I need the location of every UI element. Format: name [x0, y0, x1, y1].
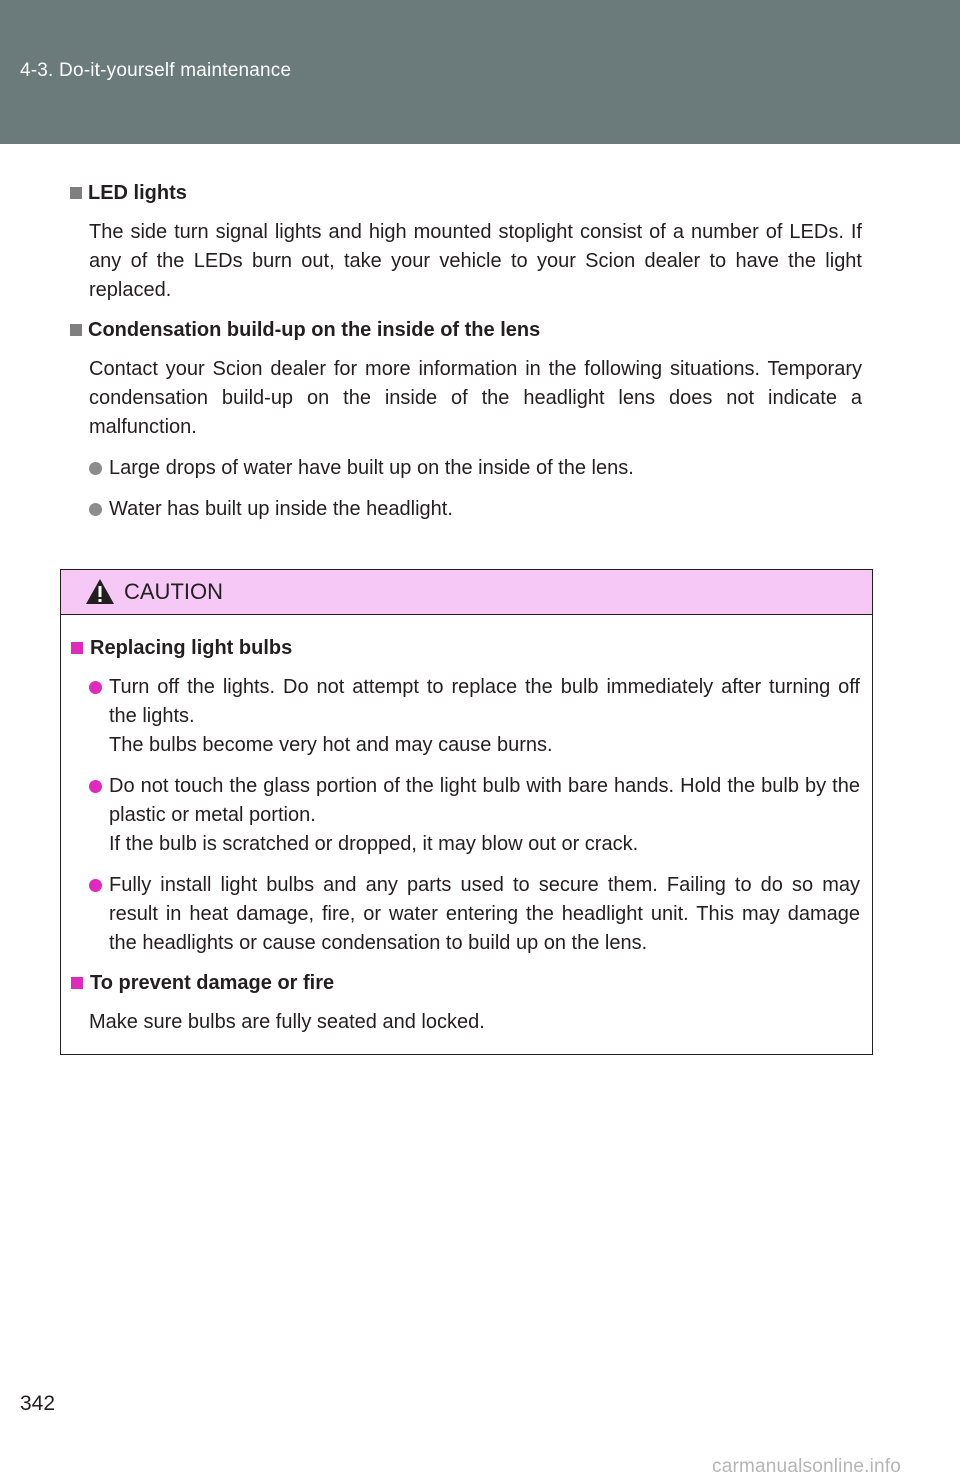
heading-text: Replacing light bulbs: [90, 637, 293, 659]
heading-text: LED lights: [88, 182, 187, 204]
list-item-text: Water has built up inside the headlight.: [109, 498, 453, 520]
section-heading: [70, 180, 862, 206]
main-content: [70, 180, 862, 524]
caution-list-item: [89, 772, 860, 859]
page-number: 342: [20, 1392, 56, 1415]
list-item-text: Do not touch the glass portion of the light bulb with bare hands. Hold the bulb by the plastic or metal portion.: [109, 775, 860, 826]
round-bullet-icon: [89, 462, 102, 475]
heading-text: Condensation build-up on the inside of the lens: [88, 319, 541, 341]
list-item: [89, 495, 862, 524]
section-title: 4-3. Do-it-yourself maintenance: [20, 60, 292, 81]
section-paragraph: The side turn signal lights and high mounted stoplight consist of a number of LEDs. If any of the LEDs burn out, take your vehicle to your Scion dealer to have the light replaced.: [89, 221, 862, 301]
list-item-text: Fully install light bulbs and any parts used to secure them. Failing to do so may result in heat damage, fire, or water entering the headlight unit. This may damage the headlights or cause condensation to build up on the lens.: [109, 874, 860, 954]
round-bullet-icon: [89, 681, 102, 694]
heading-text: To prevent damage or fire: [90, 972, 335, 994]
caution-heading: [71, 970, 860, 996]
caution-list-item: [89, 871, 860, 958]
list-item: [89, 454, 862, 483]
caution-paragraph: Make sure bulbs are fully seated and locked.: [89, 1011, 485, 1033]
square-bullet-icon: [70, 324, 82, 336]
warning-triangle-icon: [85, 578, 115, 605]
caution-heading: [71, 635, 860, 661]
round-bullet-icon: [89, 780, 102, 793]
list-item-text: Large drops of water have built up on the inside of the lens.: [109, 457, 634, 479]
page-header: [0, 0, 960, 144]
watermark: carmanualsonline.info: [712, 1456, 902, 1477]
square-bullet-icon: [71, 977, 83, 989]
caution-list-item: [89, 673, 860, 760]
section-paragraph: Contact your Scion dealer for more information in the following situations. Temporary condensation build-up on the inside of the headlight lens does not indicate a malfunction.: [89, 358, 862, 438]
section-heading: [70, 317, 862, 343]
list-item-text: Turn off the lights. Do not attempt to replace the bulb immediately after turning off the lights.: [109, 676, 860, 727]
square-bullet-icon: [70, 187, 82, 199]
caution-box: [60, 569, 873, 1055]
caution-body: [61, 615, 872, 1037]
round-bullet-icon: [89, 503, 102, 516]
square-bullet-icon: [71, 642, 83, 654]
list-item-note: If the bulb is scratched or dropped, it may blow out or crack.: [109, 833, 639, 855]
caution-header: [61, 570, 872, 615]
round-bullet-icon: [89, 879, 102, 892]
caution-title: CAUTION: [124, 579, 223, 604]
list-item-note: The bulbs become very hot and may cause burns.: [109, 734, 553, 756]
